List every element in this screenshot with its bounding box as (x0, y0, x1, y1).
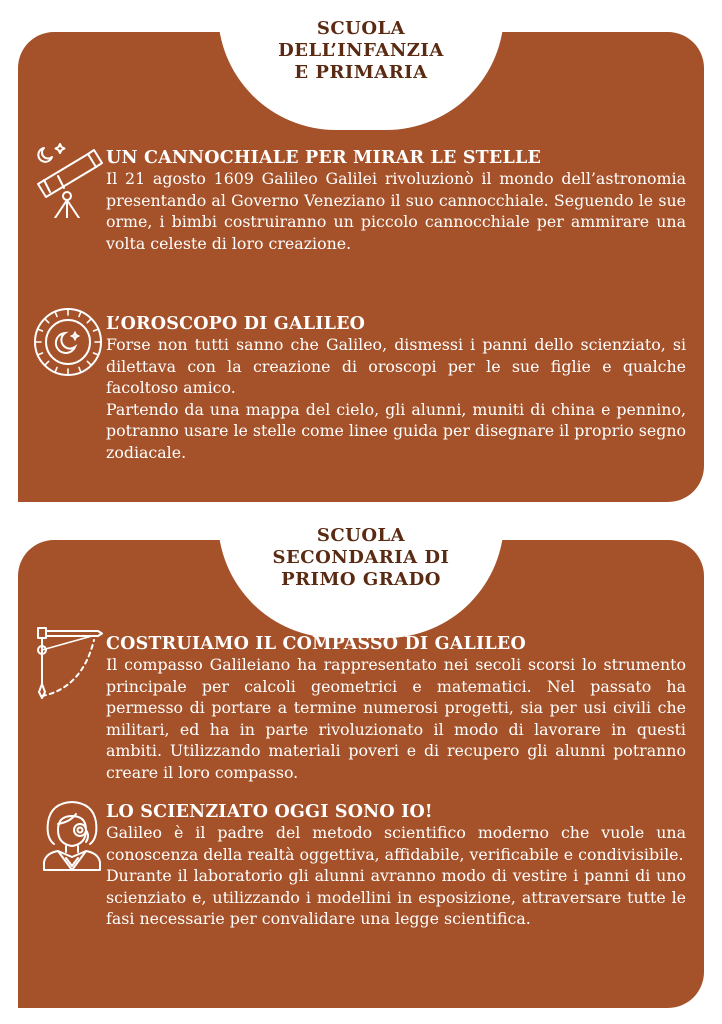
compass-section (106, 634, 686, 783)
heading-line: PRIMO GRADO (281, 569, 441, 590)
section-text: Durante il laboratorio gli alunni avranno modo di vestire i panni di uno scienziato e, utilizzando i modellini in esposizione, attraversare tutte le fasi necessarie per convalidare una legge scientifica. (106, 866, 686, 928)
horoscope-section (106, 314, 686, 463)
heading-line: DELL’INFANZIA (278, 40, 444, 61)
section-title: LO SCIENZIATO OGGI SONO IO! (106, 802, 433, 822)
section-title: L’OROSCOPO DI GALILEO (106, 314, 366, 334)
heading-line: SECONDARIA DI (272, 547, 450, 568)
section-text: Galileo è il padre del metodo scientifico moderno che vuole una conoscenza della realtà oggettiva, affidabile, verificabile e condivisibile. (106, 823, 686, 864)
telescope-icon (30, 140, 106, 218)
section-text: Forse non tutti sanno che Galileo, dismessi i panni dello scienziato, si dilettava con la creazione di oroscopi per le sue figlie e qualche facoltoso amico. (106, 335, 686, 397)
scientist-icon (40, 800, 104, 872)
section-text: Il compasso Galileiano ha rappresentato nei secoli scorsi lo strumento principale per calcoli geometrici e matematici. Nel passato ha permesso di portare a termine numerosi progetti, sia per usi civili che militari, ed ha in parte rivoluzionato il modo di lavorare in questi ambiti. Utilizzando materiali poveri e di recupero gli alunni potranno creare il loro compasso. (106, 655, 686, 782)
horoscope-icon (32, 306, 104, 378)
section-title: UN CANNOCHIALE PER MIRAR LE STELLE (106, 148, 541, 168)
heading-line: SCUOLA (316, 18, 406, 39)
compass-icon (34, 622, 104, 702)
heading-line: E PRIMARIA (294, 62, 428, 83)
scientist-section (106, 802, 686, 930)
section-title: COSTRUIAMO IL COMPASSO DI GALILEO (106, 634, 526, 654)
telescope-section (106, 148, 686, 254)
section-text: Il 21 agosto 1609 Galileo Galilei rivoluzionò il mondo dell’astronomia presentando al Governo Veneziano il suo cannocchiale. Seguendo le sue orme, i bimbi costruiranno un piccolo cannocchiale per ammirare una volta celeste di loro creazione. (106, 169, 686, 253)
primary-school-heading (211, 18, 511, 84)
secondary-school-heading (211, 525, 511, 591)
section-text: Partendo da una mappa del cielo, gli alunni, muniti di china e pennino, potranno usare le stelle come linee guida per disegnare il proprio segno zodiacale. (106, 399, 686, 462)
heading-line: SCUOLA (316, 525, 406, 546)
